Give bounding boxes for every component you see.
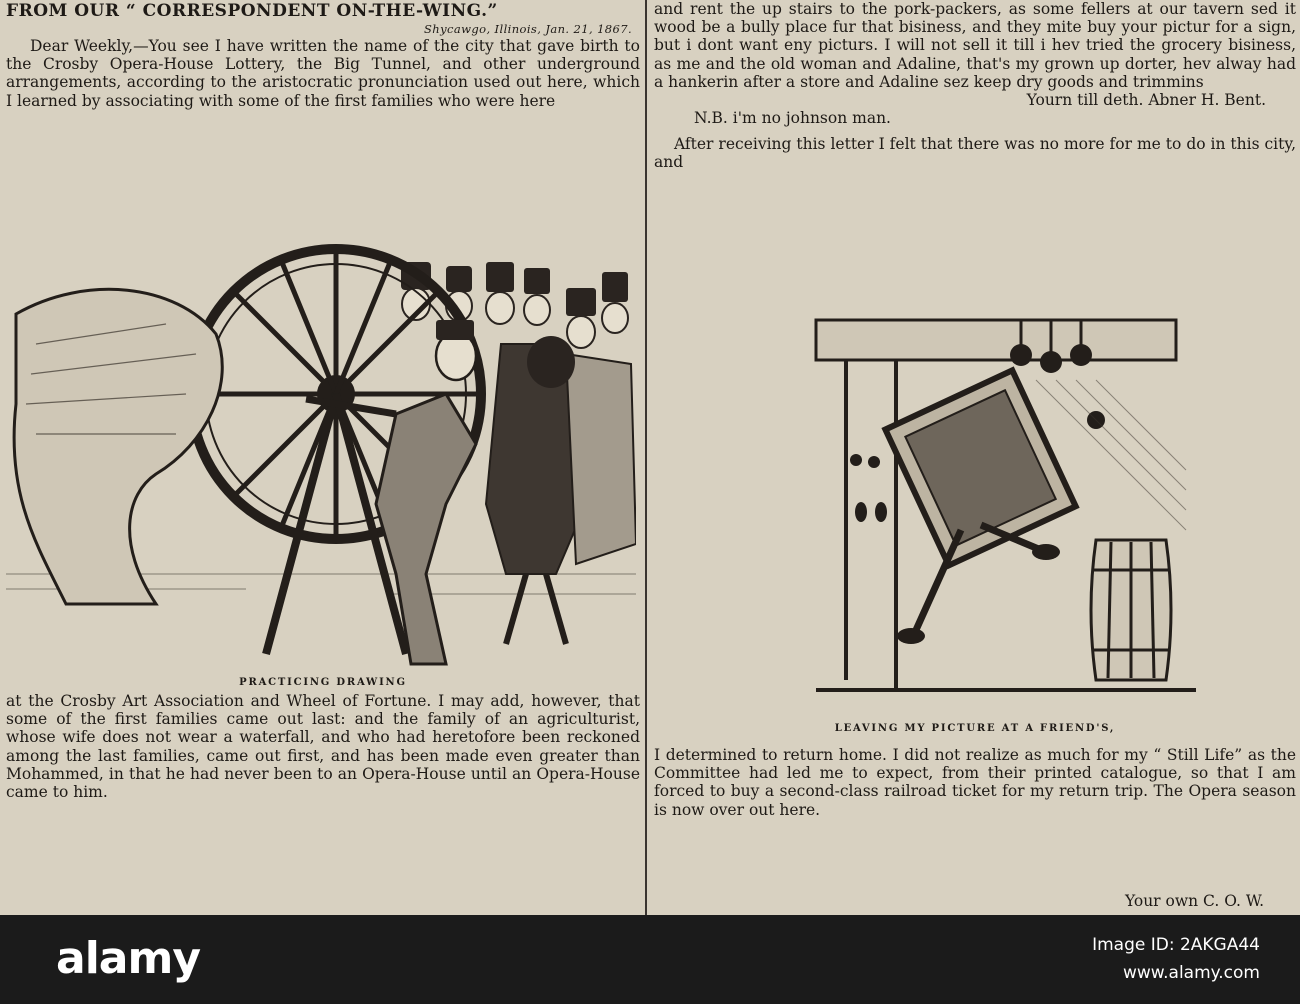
letter-signature: Yourn till deth. Abner H. Bent. <box>1026 91 1266 110</box>
site-url: www.alamy.com <box>1122 963 1260 983</box>
wheel-of-fortune-illustration <box>6 244 636 674</box>
image-id-label: Image ID: 2AKGA44 <box>1092 935 1260 955</box>
narrative-paragraph: After receiving this letter I felt that there was no more for me to do in this city, and <box>654 135 1296 172</box>
engraving-leaving-picture <box>796 300 1206 710</box>
watermark-banner <box>0 915 1300 1004</box>
right-column <box>654 0 1296 910</box>
letter-paragraph: Dear Weekly,—You see I have written the name of the city that gave birth to the Crosby Opera-House Lottery, the Big Tunnel, and other underground arrangements, according to the aristocratic pronunciation used out here, which I learned by associating with some of the first families who were here <box>6 37 640 110</box>
article-paragraph: at the Crosby Art Association and Wheel of Fortune. I may add, however, that some of the first families came out last: and the family of an agriculturist, whose wife does not wear a waterfall, and who had heretofore been reckoned among the last families, came out first, and has been made even greater than Mohammed, in that he had never been to an Opera-House until an Opera-House came to him. <box>6 692 640 802</box>
column-divider <box>645 0 647 915</box>
figure-caption: LEAVING MY PICTURE AT A FRIEND'S, <box>834 723 1116 734</box>
figure-caption: PRACTICING DRAWING <box>239 677 407 688</box>
brand-logo: alamy <box>56 933 200 984</box>
left-column <box>6 0 640 802</box>
closing-signature: Your own C. O. W. <box>1124 892 1264 910</box>
image-info <box>1092 935 1260 983</box>
narrative-paragraph: I determined to return home. I did not realize as much for my “ Still Life” as the Committee had led me to expect, from their printed catalogue, so that I am forced to buy a second-class railroad ticket for my return trip. The Opera season is now over out here. <box>654 746 1296 819</box>
engraving-practicing-drawing <box>6 244 636 674</box>
letter-continuation: and rent the up stairs to the pork-packers, as some fellers at our tavern sed it wood be a bully place fur that bisiness, and they mite buy your pictur for a sign, but i dont want eny picturs. I will not sell it till i hev tried the grocery bisiness, as me and the old woman and Adaline, that's my grown up dorter, hev alway had a hankerin after a store and Adaline sez keep dry goods and trimmins <box>654 0 1296 91</box>
postscript: N.B. i'm no johnson man. <box>694 109 891 128</box>
dateline: Shycawgo, Illinois, Jan. 21, 1867. <box>424 22 632 36</box>
pawn-shop-illustration <box>796 300 1206 710</box>
article-heading: FROM OUR “ CORRESPONDENT ON-THE-WING.” <box>6 1 498 21</box>
